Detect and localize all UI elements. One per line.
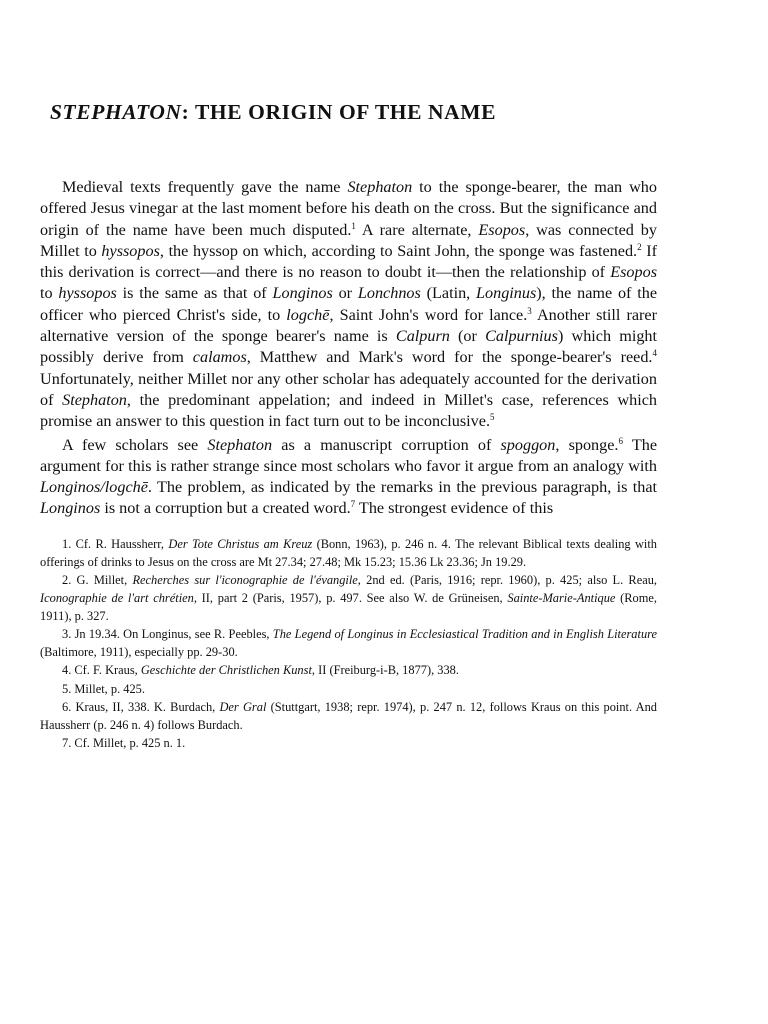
body-paragraph	[40, 177, 657, 433]
text-run: is not a corruption but a created word.	[100, 499, 351, 518]
article-body	[40, 177, 657, 520]
italic-text: Geschichte der Christlichen Kunst	[140, 663, 312, 678]
italic-text: Esopos	[478, 220, 526, 239]
italic-text: hyssopos	[101, 241, 160, 260]
article-title	[50, 100, 657, 125]
body-paragraph	[40, 435, 657, 520]
text-run: , Matthew and Mark's word for the sponge-bearer's reed.	[246, 348, 653, 367]
italic-text: Esopos	[610, 263, 657, 282]
text-run: The argument for this is rather strange since most scholars who favor it argue from an analogy with	[40, 435, 658, 475]
text-run: , the predominant appelation; and indeed in Millet's case, references which promise an answer to this question in fact turn out to be inconclusive.	[40, 390, 657, 431]
footnote	[40, 625, 657, 661]
italic-text: Iconographie de l'art chrétien	[40, 591, 194, 606]
text-run: Unfortunately, neither Millet nor any other scholar has adequately accounted for the derivation of	[40, 369, 657, 409]
text-run: or	[332, 284, 358, 303]
text-run: , II, part 2 (Paris, 1957), p. 497. See also W. de Grüneisen,	[193, 591, 508, 606]
italic-text: Stephaton	[62, 390, 127, 409]
text-run: as a manuscript corruption of	[272, 435, 501, 454]
footnote	[40, 661, 657, 679]
text-run: . The problem, as indicated by the remarks in the previous paragraph, is that	[147, 478, 657, 497]
page	[40, 100, 657, 752]
footnotes	[40, 535, 657, 752]
italic-text: calamos	[192, 348, 247, 367]
text-run: (Latin,	[420, 284, 477, 303]
text-run: A rare alternate,	[355, 220, 479, 239]
italic-text: Longinos	[40, 499, 101, 518]
footnote-ref: 5	[490, 412, 495, 423]
italic-text: hyssopos	[58, 284, 117, 303]
text-run: (Stuttgart, 1938; repr. 1974), p. 247 n. 12, follows Kraus on this point. And Haussherr (p. 246 n. 4) follows Burdach.	[40, 699, 657, 732]
footnote-ref: 7	[350, 499, 356, 510]
italic-text: Longinus	[476, 284, 537, 303]
text-run: ), the name of the officer who pierced Christ's side, to	[40, 284, 658, 324]
text-run: , II (Freiburg-i-B, 1877), 338.	[311, 663, 459, 678]
text-run: A few scholars see	[62, 435, 208, 454]
title-italic-word: STEPHATON	[50, 100, 182, 124]
text-run: The strongest evidence of this	[355, 499, 554, 518]
text-run: 2. G. Millet,	[62, 572, 133, 587]
italic-text: Sainte-Marie-Antique	[507, 591, 616, 606]
footnote-ref: 3	[527, 305, 532, 316]
text-run: (Baltimore, 1911), especially pp. 29-30.	[40, 645, 238, 660]
italic-text: Stephaton	[347, 178, 413, 196]
italic-text: Der Tote Christus am Kreuz	[168, 536, 313, 551]
footnote	[40, 734, 657, 752]
text-run: 7. Cf. Millet, p. 425 n. 1.	[62, 735, 186, 750]
text-run: (Bonn, 1963), p. 246 n. 4. The relevant Biblical texts dealing with offerings of drinks to Jesus on the cross are Mt 27.34; 27.48; Mk 15.23; 15.36 Lk 23.36; Jn 19.29.	[40, 536, 657, 569]
footnote	[40, 680, 657, 698]
text-run: ) which might possibly derive from	[40, 327, 658, 367]
footnote	[40, 571, 657, 625]
italic-text: The Legend of Longinus in Ecclesiastical Tradition and in English Literature	[272, 627, 657, 642]
text-run: to	[40, 284, 59, 303]
italic-text: Calpurnius	[485, 327, 558, 346]
italic-text: spoggon	[500, 435, 556, 454]
footnote-ref: 6	[618, 435, 623, 446]
text-run: If this derivation is correct—and there is no reason to doubt it—then the relationship of	[40, 241, 657, 282]
text-run: 1. Cf. R. Haussherr,	[62, 536, 169, 551]
italic-text: Der Gral	[219, 699, 267, 714]
text-run: 3. Jn 19.34. On Longinus, see R. Peebles,	[62, 627, 273, 642]
italic-text: Longinos/logchē	[40, 478, 148, 497]
text-run: , the hyssop on which, according to Saint John, the sponge was fastened.	[159, 241, 638, 260]
italic-text: Recherches sur l'iconographie de l'évangile	[132, 572, 358, 587]
italic-text: Longinos	[272, 284, 333, 303]
text-run: Medieval texts frequently gave the name	[62, 178, 348, 196]
text-run: 4. Cf. F. Kraus,	[62, 663, 141, 678]
footnote-ref: 2	[637, 241, 642, 252]
footnote	[40, 698, 657, 734]
text-run: 5. Millet, p. 425.	[62, 681, 145, 696]
footnote-ref: 1	[351, 220, 356, 231]
text-run: 6. Kraus, II, 338. K. Burdach,	[62, 699, 220, 714]
text-run: , Saint John's word for lance.	[329, 305, 528, 324]
text-run: , sponge.	[555, 435, 619, 454]
italic-text: Calpurn	[395, 327, 450, 346]
italic-text: Stephaton	[207, 435, 273, 454]
text-run: , was connected by Millet to	[40, 220, 657, 260]
footnote-ref: 4	[652, 348, 657, 359]
text-run: Another still rarer alternative version of the sponge bearer's name is	[40, 305, 657, 346]
text-run: , 2nd ed. (Paris, 1916; repr. 1960), p. 425; also L. Reau,	[357, 572, 657, 587]
text-run: (or	[449, 327, 486, 346]
text-run: (Rome, 1911), p. 327.	[40, 591, 657, 624]
title-rest: : THE ORIGIN OF THE NAME	[181, 100, 497, 124]
text-run: to the sponge-bearer, the man who offered Jesus vinegar at the last moment before his death on the cross. But the significance and origin of the name have been much disputed.	[40, 178, 657, 239]
text-run: is the same as that of	[116, 284, 273, 303]
footnote	[40, 535, 657, 571]
italic-text: logchē	[286, 305, 330, 324]
italic-text: Lonchnos	[357, 284, 421, 303]
